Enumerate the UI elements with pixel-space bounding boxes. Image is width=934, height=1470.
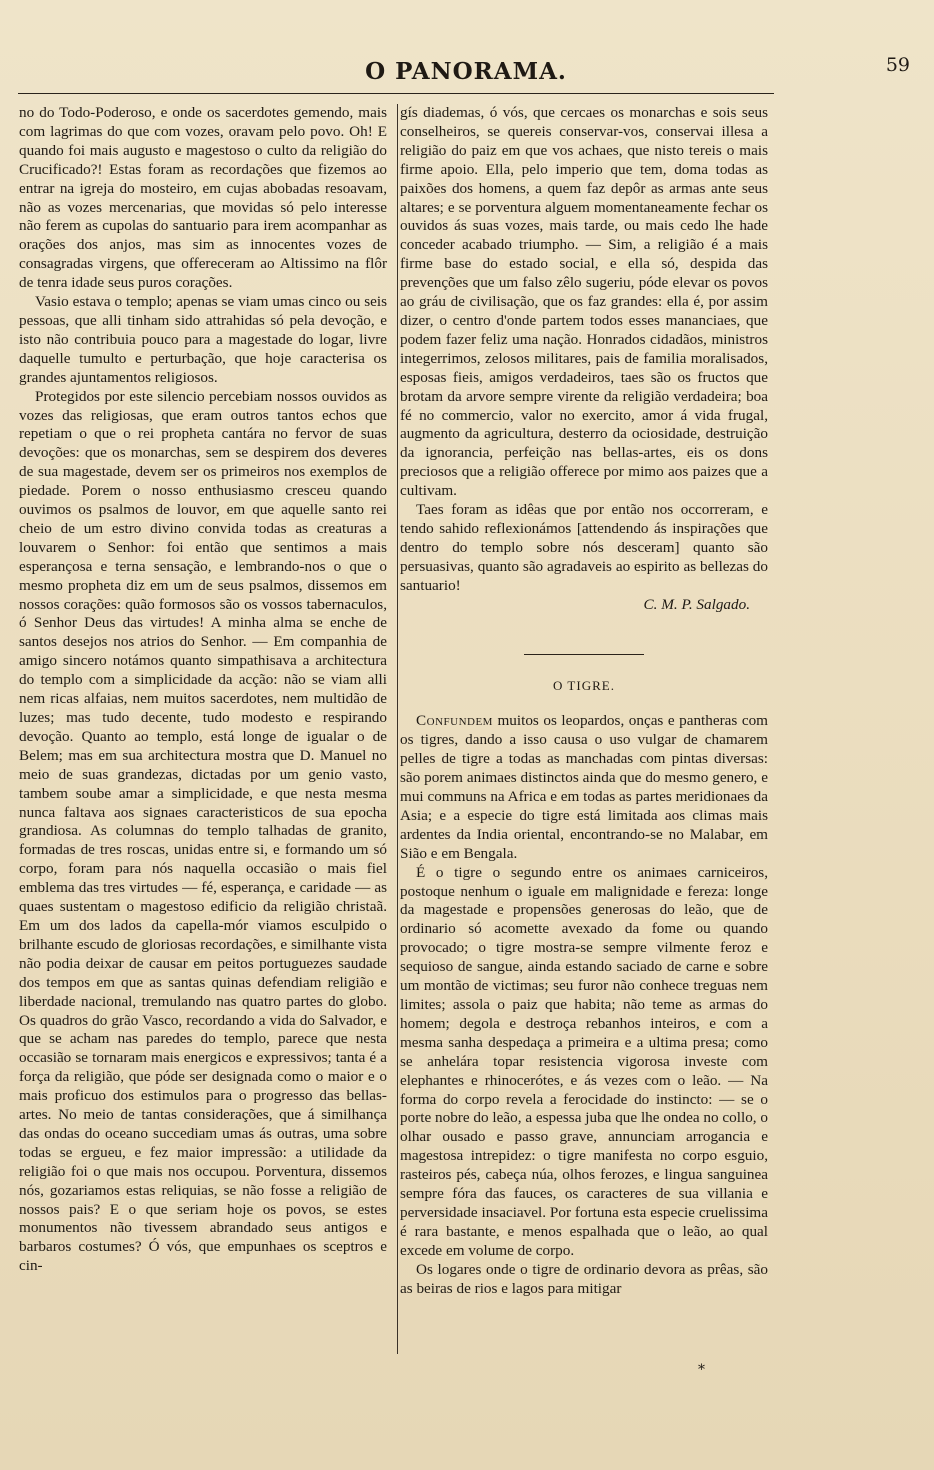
section-divider — [524, 654, 644, 655]
header-rule — [18, 93, 774, 94]
column-divider — [397, 104, 398, 1354]
author-signature: C. M. P. Salgado. — [643, 595, 750, 613]
section-lead-word: Confundem — [416, 712, 493, 730]
paragraph: Os logares onde o tigre de ordinario devora as prêas, são as beiras de rios e lagos para mitigar — [400, 1260, 768, 1297]
footer-mark: * — [698, 1362, 705, 1378]
paragraph: Taes foram as idêas que por então nos occorreram, e tendo sahido reflexionámos [attendendo ás inspirações que dentro do templo sobre nós desceram] quanto são persuasivas, quanto são agradaveis ao espirito as bellezas do santuario! — [400, 501, 768, 594]
paragraph: Protegidos por este silencio percebiam nossos ouvidos as vozes das religiosas, que eram outros tantos echos que repetiam o que o rei propheta cantára no fervor de suas devoções: que os monarchas, sem se despirem dos deveres de sua magestade, devem ser os primeiros nos exemplos de piedade. Porem o nosso enthusiasmo cresceu quando ouvimos os psalmos de louvor, em que aquelle santo rei cheio de um estro divino convida todas as creaturas a louvarem o Senhor: foi então que sentimos a mais esperançosa e terna sensação, e lembrando-nos o que o mesmo propheta diz em um de seus psalmos, dissemos em nossos corações: quão formosos são os vossos tabernaculos, ó Senhor Deus das virtudes! A minha alma se enche de santos desejos nos atrios do Senhor. — Em companhia de amigo sincero notámos quanto simpathisava a architectura do templo com a simplicidade da acção: não se viam alli nem ricas alfaias, nem muitos sacerdotes, nem multidão de luzes; mas tudo decente, tudo modesto e respirando devoção. Quanto ao templo, está longe de igualar o de Belem; mas em sua architectura mostra que D. Manuel no meio de suas grandezas, dictadas por um genio vasto, tambem soube amar a simplicidade, e que nesta mesma nunca faltava aos signaes caracteristicos de sua epocha grandiosa. As columnas do templo talhadas de granito, formadas de tres roscas, unidas entre si, e formando um só corpo, foram para nós naquella occasião o mais fiel emblema das tres virtudes — fé, esperança, e caridade — as quaes sustentam o magestoso edificio da religião christaã. Em um dos lados da capella-mór viamos esculpido o brilhante escudo de gloriosas recordações, e similhante vista não podia deixar de causar em peitos portuguezes saudade dos tempos em que as santas quinas defendiam religião e liberdade nacional, tremulando nas quatro partes do globo. Os quadros do grão Vasco, recordando a vida do Salvador, e que se acham nas paredes do templo, parece que nesta occasião se tornaram mais energicos e expressivos; tanta é a força da religião, que póde ser designada como o maior e o mais proficuo dos estimulos para o progresso das bellas-artes. No meio de tantas considerações, que á similhança das ondas do oceano succediam umas ás outras, uma sobre todas se ergueu, e fez maior impressão: a utilidade da religião foi o que mais nos occupou. Porventura, dissemos nós, gozariamos estas reliquias, se não fosse a religião de nossos pais? E o que seriam hoje os povos, se estes monumentos não tivessem abrandado seus antigos e barbaros costumes? Ó vós, que empunhaes os sceptros e cin- — [19, 387, 387, 1275]
page-number: 59 — [885, 54, 910, 76]
paragraph: É o tigre o segundo entre os animaes carniceiros, postoque nenhum o iguale em malignidade e fereza: longe da magestade e propensões generosas do leão, que de ordinario só acomette avexado da fome ou quando provocado; o tigre mostra-se sempre vilmente feroz e sequioso de sangue, ainda estando saciado de carne e sobre um montão de victimas; seu furor não conhece treguas nem limites; assola o paiz que habita; não teme as armas do homem; degola e destroça rebanhos inteiros, e com a mesma sanha despedaça a primeira e a ultima presa; como se anhelára topar resistencia vigorosa investe com elephantes e rhinocerótes, e ás vezes com o leão. — Na forma do corpo revela a ferocidade do instincto: — se o porte nobre do leão, a espessa juba que lhe ondea no collo, o olhar ousado e passo grave, annunciam arrogancia e magestosa intrepidez: o tigre manifesta no corpo esguio, rasteiros pés, cabeça núa, olhos ferozes, e lingua sanguinea sempre fóra das fauces, os caracteres de sua villania e perversidade insaciavel. Por fortuna esta especie cruelissima é rara bastante, e menos espalhada que o leão, ao qual excede em volume de corpo. — [400, 863, 768, 1259]
periodical-title: O PANORAMA. — [365, 58, 567, 85]
paragraph-text: muitos os leopardos, onças e pantheras com os tigres, dando a isso causa o uso vulgar de chamarem pelles de tigre a todas as manchadas com pintas diversas: são porem animaes distinctos ainda que do mesmo genero, e mui communs na Africa e em todas as partes meridionaes da Asia; e a especie do tigre está limitada aos climas mais ardentes da India oriental, encontrando-se no Malabar, em Sião e em Bengala. — [400, 712, 768, 862]
page-header — [16, 52, 916, 86]
paragraph: no do Todo-Poderoso, e onde os sacerdotes gemendo, mais com lagrimas do que com vozes, oravam pelo povo. Oh! E quando foi mais augusto e magestoso o culto da religião do Crucificado?! Estas foram as recordações que fizemos ao entrar na igreja do mosteiro, em cujas abobadas resoavam, não as vozes mercenarias, que movidas só pelo interesse não ferem as cupolas do santuario para irem acompanhar as orações dos anjos, mas sim as innocentes vozes de consagradas virgens, que offereceram ao Altissimo na flôr de tenra idade seus puros corações. — [19, 104, 387, 292]
right-column — [400, 104, 768, 1298]
paragraph: gís diademas, ó vós, que cercaes os monarchas e sois seus conselheiros, se quereis conservar-vos, conservai illesa a religião do paiz em que vos achaes, que nisto tereis o mais firme apoio. Ella, pelo imperio que tem, doma todas as paixões dos homens, a quem faz depôr as armas ante seus altares; e se porventura alguem momentaneamente fechar os ouvidos ás suas vozes, mais tarde, ou mais cedo lhe hade conceder acabado triumpho. — Sim, a religião é a mais firme base do estado social, e ella só, despida das prevenções que um falso zêlo sugeriu, póde elevar os povos ao gráu de civilisação, que os faz grandes: ella é, por assim dizer, o centro d'onde partem todos esses mananciaes, que podem fazer feliz uma nação. Honrados cidadãos, ministros integerrimos, zelosos militares, pais de familia moralisados, esposas fieis, amigos verdadeiros, taes são os fructos que brotam da arvore sempre virente da religião verdadeira; boa fé no commercio, valor no exercito, amor á vida frugal, augmento da agricultura, desterro da ociosidade, destruição da ignorancia, perfeição nas bellas-artes, eis os dons preciosos que a religião offerece por mimo aos paizes que a cultivam. — [400, 104, 768, 500]
paragraph: Vasio estava o templo; apenas se viam umas cinco ou seis pessoas, que alli tinham sido attrahidas só pela devoção, e isto não contribuia pouco para a magestade do logar, livre daquelle tumulto e perturbação, que hoje caracterisa os grandes ajuntamentos religiosos. — [19, 293, 387, 386]
section-title: O TIGRE. — [553, 678, 615, 694]
paragraph — [400, 712, 768, 863]
left-column — [19, 104, 387, 1276]
